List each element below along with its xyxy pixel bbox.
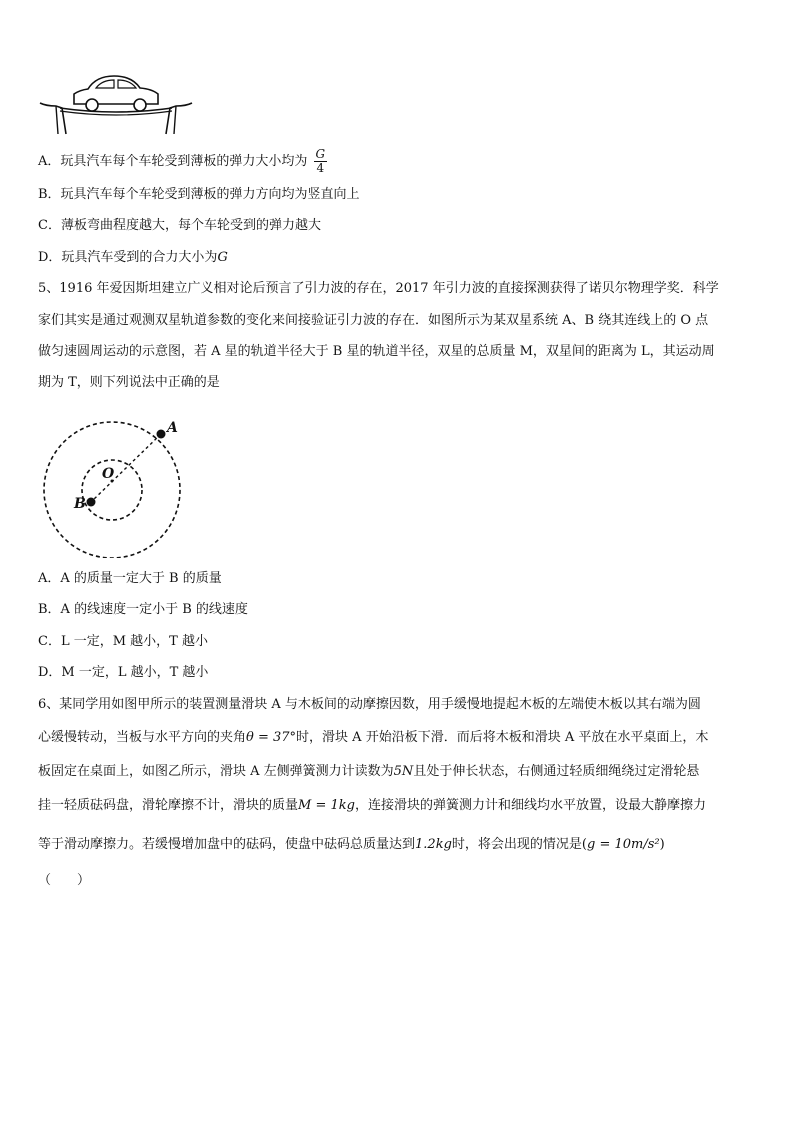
q4-option-c: C．薄板弯曲程度越大，每个车轮受到的弹力越大	[38, 218, 321, 233]
q5-stem-line-3: 做匀速圆周运动的示意图，若 A 星的轨道半径大于 B 星的轨道半径，双星的总质量 M，双星间的距离为 L，其运动周	[38, 344, 715, 359]
q5-option-a: A．A 的质量一定大于 B 的质量	[38, 571, 222, 586]
q5-option-c: C．L 一定，M 越小，T 越小	[38, 634, 208, 649]
toy-car-figure	[36, 72, 196, 136]
q4-option-d: D．玩具汽车受到的合力大小为G	[38, 250, 228, 265]
fraction-g-over-4: $\frac{G}{4}$	[315, 147, 326, 175]
q4-option-b: B．玩具汽车每个车轮受到薄板的弹力方向均为竖直向上	[38, 187, 360, 202]
q6-stem-line-2: 心缓慢转动，当板与水平方向的夹角θ = 37°时，滑块 A 开始沿板下滑．而后将木板和滑块 A 平放在水平桌面上，木	[38, 730, 709, 745]
star-a	[157, 430, 166, 439]
q5-stem-line-2: 家们其实是通过观测双星轨道参数的变化来间接验证引力波的存在．如图所示为某双星系统 A、B 绕其连线上的 O 点	[38, 313, 709, 328]
q5-stem-line-4: 期为 T，则下列说法中正确的是	[38, 375, 220, 390]
q4-option-a: A．玩具汽车每个车轮受到薄板的弹力大小均为 $\frac{G}{4}$	[38, 147, 326, 175]
q5-option-b: B．A 的线速度一定小于 B 的线速度	[38, 602, 248, 617]
q6-stem-line-3: 板固定在桌面上，如图乙所示，滑块 A 左侧弹簧测力计读数为5N且处于伸长状态，右侧通过轻质细绳绕过定滑轮悬	[38, 764, 700, 779]
star-b	[87, 498, 96, 507]
orbit-a	[44, 422, 180, 558]
q6-answer-blank: （ ）	[38, 873, 91, 888]
q6-stem-line-5: 等于滑动摩擦力。若缓慢增加盘中的砝码，使盘中砝码总质量达到1.2kg时，将会出现的情况是(g = 10m/s²)	[38, 837, 665, 852]
q6-stem-line-4: 挂一轻质砝码盘，滑轮摩擦不计，滑块的质量M = 1kg，连接滑块的弹簧测力计和细线均水平放置，设最大静摩擦力	[38, 798, 706, 813]
label-b: B	[74, 496, 86, 512]
binary-star-figure	[36, 408, 196, 558]
label-o: O	[102, 466, 115, 482]
label-a: A	[167, 420, 178, 436]
q6-stem-line-1: 6、某同学用如图甲所示的装置测量滑块 A 与木板间的动摩擦因数，用手缓慢地提起木板的左端使木板以其右端为圆	[38, 697, 701, 712]
q5-stem-line-1: 5、1916 年爱因斯坦建立广义相对论后预言了引力波的存在，2017 年引力波的直接探测获得了诺贝尔物理学奖．科学	[38, 281, 719, 296]
q5-option-d: D．M 一定，L 越小，T 越小	[38, 665, 209, 680]
